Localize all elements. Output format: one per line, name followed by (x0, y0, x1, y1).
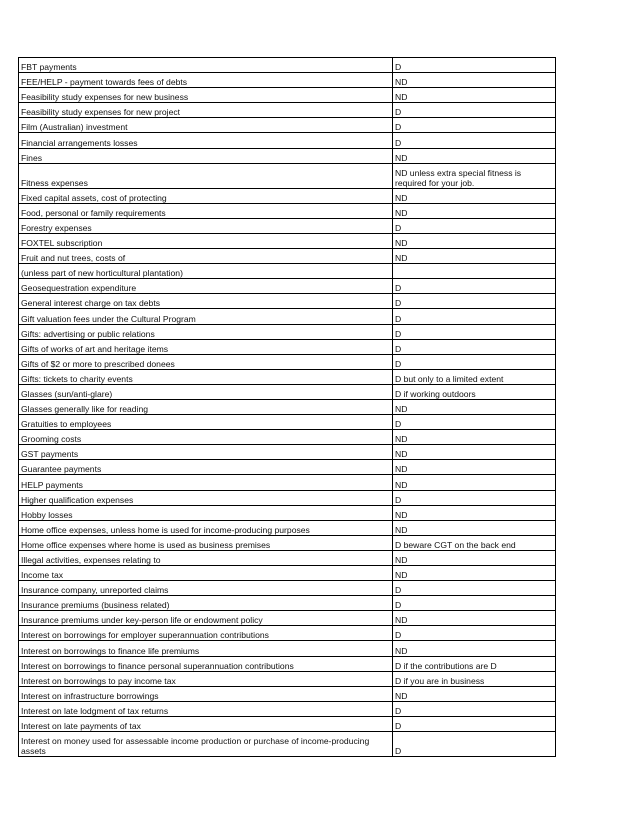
item-cell: Gifts of $2 or more to prescribed donees (19, 354, 393, 369)
status-cell: D if working outdoors (393, 384, 556, 399)
item-cell: Interest on infrastructure borrowings (19, 686, 393, 701)
item-cell: Illegal activities, expenses relating to (19, 550, 393, 565)
table-row (19, 566, 556, 581)
table-row (19, 732, 556, 757)
table-row (19, 520, 556, 535)
status-cell (393, 264, 556, 279)
table-row (19, 490, 556, 505)
table-row (19, 626, 556, 641)
status-cell: ND (393, 233, 556, 248)
table-row (19, 354, 556, 369)
table-row (19, 611, 556, 626)
item-cell: Gratuities to employees (19, 415, 393, 430)
status-cell: ND (393, 203, 556, 218)
table-row (19, 716, 556, 731)
status-cell: D (393, 218, 556, 233)
table-row (19, 384, 556, 399)
status-cell: D (393, 279, 556, 294)
item-cell: Home office expenses where home is used as business premises (19, 535, 393, 550)
item-cell: Gifts: tickets to charity events (19, 369, 393, 384)
item-cell: Feasibility study expenses for new business (19, 88, 393, 103)
table-row (19, 233, 556, 248)
status-cell: D (393, 732, 556, 757)
deductions-table (18, 57, 556, 757)
table-row (19, 399, 556, 414)
table-row (19, 701, 556, 716)
status-cell: ND (393, 399, 556, 414)
status-cell: D (393, 581, 556, 596)
item-cell: Geosequestration expenditure (19, 279, 393, 294)
item-cell: Food, personal or family requirements (19, 203, 393, 218)
item-cell: Insurance premiums under key-person life or endowment policy (19, 611, 393, 626)
status-cell: ND (393, 188, 556, 203)
table-row (19, 148, 556, 163)
item-cell: Interest on late lodgment of tax returns (19, 701, 393, 716)
item-cell: Higher qualification expenses (19, 490, 393, 505)
status-cell: ND (393, 88, 556, 103)
status-cell: D if the contributions are D (393, 656, 556, 671)
item-cell: Financial arrangements losses (19, 133, 393, 148)
table-row (19, 581, 556, 596)
status-cell: ND (393, 445, 556, 460)
item-cell: GST payments (19, 445, 393, 460)
item-cell: HELP payments (19, 475, 393, 490)
status-cell: D but only to a limited extent (393, 369, 556, 384)
status-cell: D (393, 133, 556, 148)
item-cell: Glasses generally like for reading (19, 399, 393, 414)
table-row (19, 596, 556, 611)
item-cell: Home office expenses, unless home is used for income-producing purposes (19, 520, 393, 535)
item-cell: Fines (19, 148, 393, 163)
status-cell: ND (393, 460, 556, 475)
item-cell: Guarantee payments (19, 460, 393, 475)
table-row (19, 671, 556, 686)
item-cell: Interest on late payments of tax (19, 716, 393, 731)
table-row (19, 460, 556, 475)
item-cell: Glasses (sun/anti-glare) (19, 384, 393, 399)
item-cell: Gifts of works of art and heritage items (19, 339, 393, 354)
item-cell: FEE/HELP - payment towards fees of debts (19, 73, 393, 88)
status-cell: D (393, 626, 556, 641)
table-row (19, 475, 556, 490)
table-row (19, 73, 556, 88)
status-cell: D (393, 716, 556, 731)
item-cell: Grooming costs (19, 430, 393, 445)
item-cell: Interest on money used for assessable income production or purchase of income-producing assets (19, 732, 393, 757)
item-cell: Insurance company, unreported claims (19, 581, 393, 596)
table-row (19, 88, 556, 103)
table-row (19, 656, 556, 671)
status-cell: D (393, 294, 556, 309)
item-cell: Interest on borrowings to pay income tax (19, 671, 393, 686)
item-cell: Insurance premiums (business related) (19, 596, 393, 611)
item-cell: FOXTEL subscription (19, 233, 393, 248)
table-row (19, 249, 556, 264)
status-cell: D (393, 701, 556, 716)
status-cell: ND (393, 73, 556, 88)
table-row (19, 641, 556, 656)
table-row (19, 535, 556, 550)
item-cell: Fitness expenses (19, 163, 393, 188)
table-row (19, 339, 556, 354)
status-cell: D (393, 118, 556, 133)
item-cell: Fixed capital assets, cost of protecting (19, 188, 393, 203)
status-cell: D if you are in business (393, 671, 556, 686)
table-row (19, 430, 556, 445)
status-cell: D (393, 324, 556, 339)
status-cell: ND (393, 686, 556, 701)
table-row (19, 369, 556, 384)
status-cell: ND unless extra special fitness is required for your job. (393, 163, 556, 188)
table-row (19, 103, 556, 118)
table-row (19, 118, 556, 133)
item-cell: Interest on borrowings to finance personal superannuation contributions (19, 656, 393, 671)
item-cell: Forestry expenses (19, 218, 393, 233)
status-cell: D (393, 354, 556, 369)
item-cell: Interest on borrowings to finance life premiums (19, 641, 393, 656)
status-cell: ND (393, 520, 556, 535)
table-row (19, 550, 556, 565)
item-cell: Gifts: advertising or public relations (19, 324, 393, 339)
status-cell: ND (393, 611, 556, 626)
status-cell: ND (393, 550, 556, 565)
status-cell: ND (393, 430, 556, 445)
table-row (19, 203, 556, 218)
table-row (19, 309, 556, 324)
table-row (19, 686, 556, 701)
status-cell: D (393, 309, 556, 324)
item-cell: General interest charge on tax debts (19, 294, 393, 309)
status-cell: D beware CGT on the back end (393, 535, 556, 550)
table-row (19, 218, 556, 233)
item-cell: Hobby losses (19, 505, 393, 520)
deductions-table-body (19, 58, 556, 757)
status-cell: ND (393, 505, 556, 520)
status-cell: ND (393, 249, 556, 264)
table-row (19, 324, 556, 339)
item-cell: Film (Australian) investment (19, 118, 393, 133)
table-row (19, 294, 556, 309)
status-cell: D (393, 103, 556, 118)
table-row (19, 58, 556, 73)
status-cell: ND (393, 566, 556, 581)
status-cell: D (393, 339, 556, 354)
table-row (19, 264, 556, 279)
table-row (19, 415, 556, 430)
table-row (19, 505, 556, 520)
status-cell: ND (393, 475, 556, 490)
item-cell: (unless part of new horticultural plantation) (19, 264, 393, 279)
table-row (19, 445, 556, 460)
status-cell: D (393, 58, 556, 73)
status-cell: ND (393, 641, 556, 656)
status-cell: ND (393, 148, 556, 163)
item-cell: Gift valuation fees under the Cultural Program (19, 309, 393, 324)
item-cell: Fruit and nut trees, costs of (19, 249, 393, 264)
status-cell: D (393, 596, 556, 611)
status-cell: D (393, 415, 556, 430)
table-row (19, 133, 556, 148)
item-cell: Interest on borrowings for employer superannuation contributions (19, 626, 393, 641)
item-cell: FBT payments (19, 58, 393, 73)
table-row (19, 188, 556, 203)
item-cell: Income tax (19, 566, 393, 581)
status-cell: D (393, 490, 556, 505)
item-cell: Feasibility study expenses for new project (19, 103, 393, 118)
table-row (19, 163, 556, 188)
table-row (19, 279, 556, 294)
